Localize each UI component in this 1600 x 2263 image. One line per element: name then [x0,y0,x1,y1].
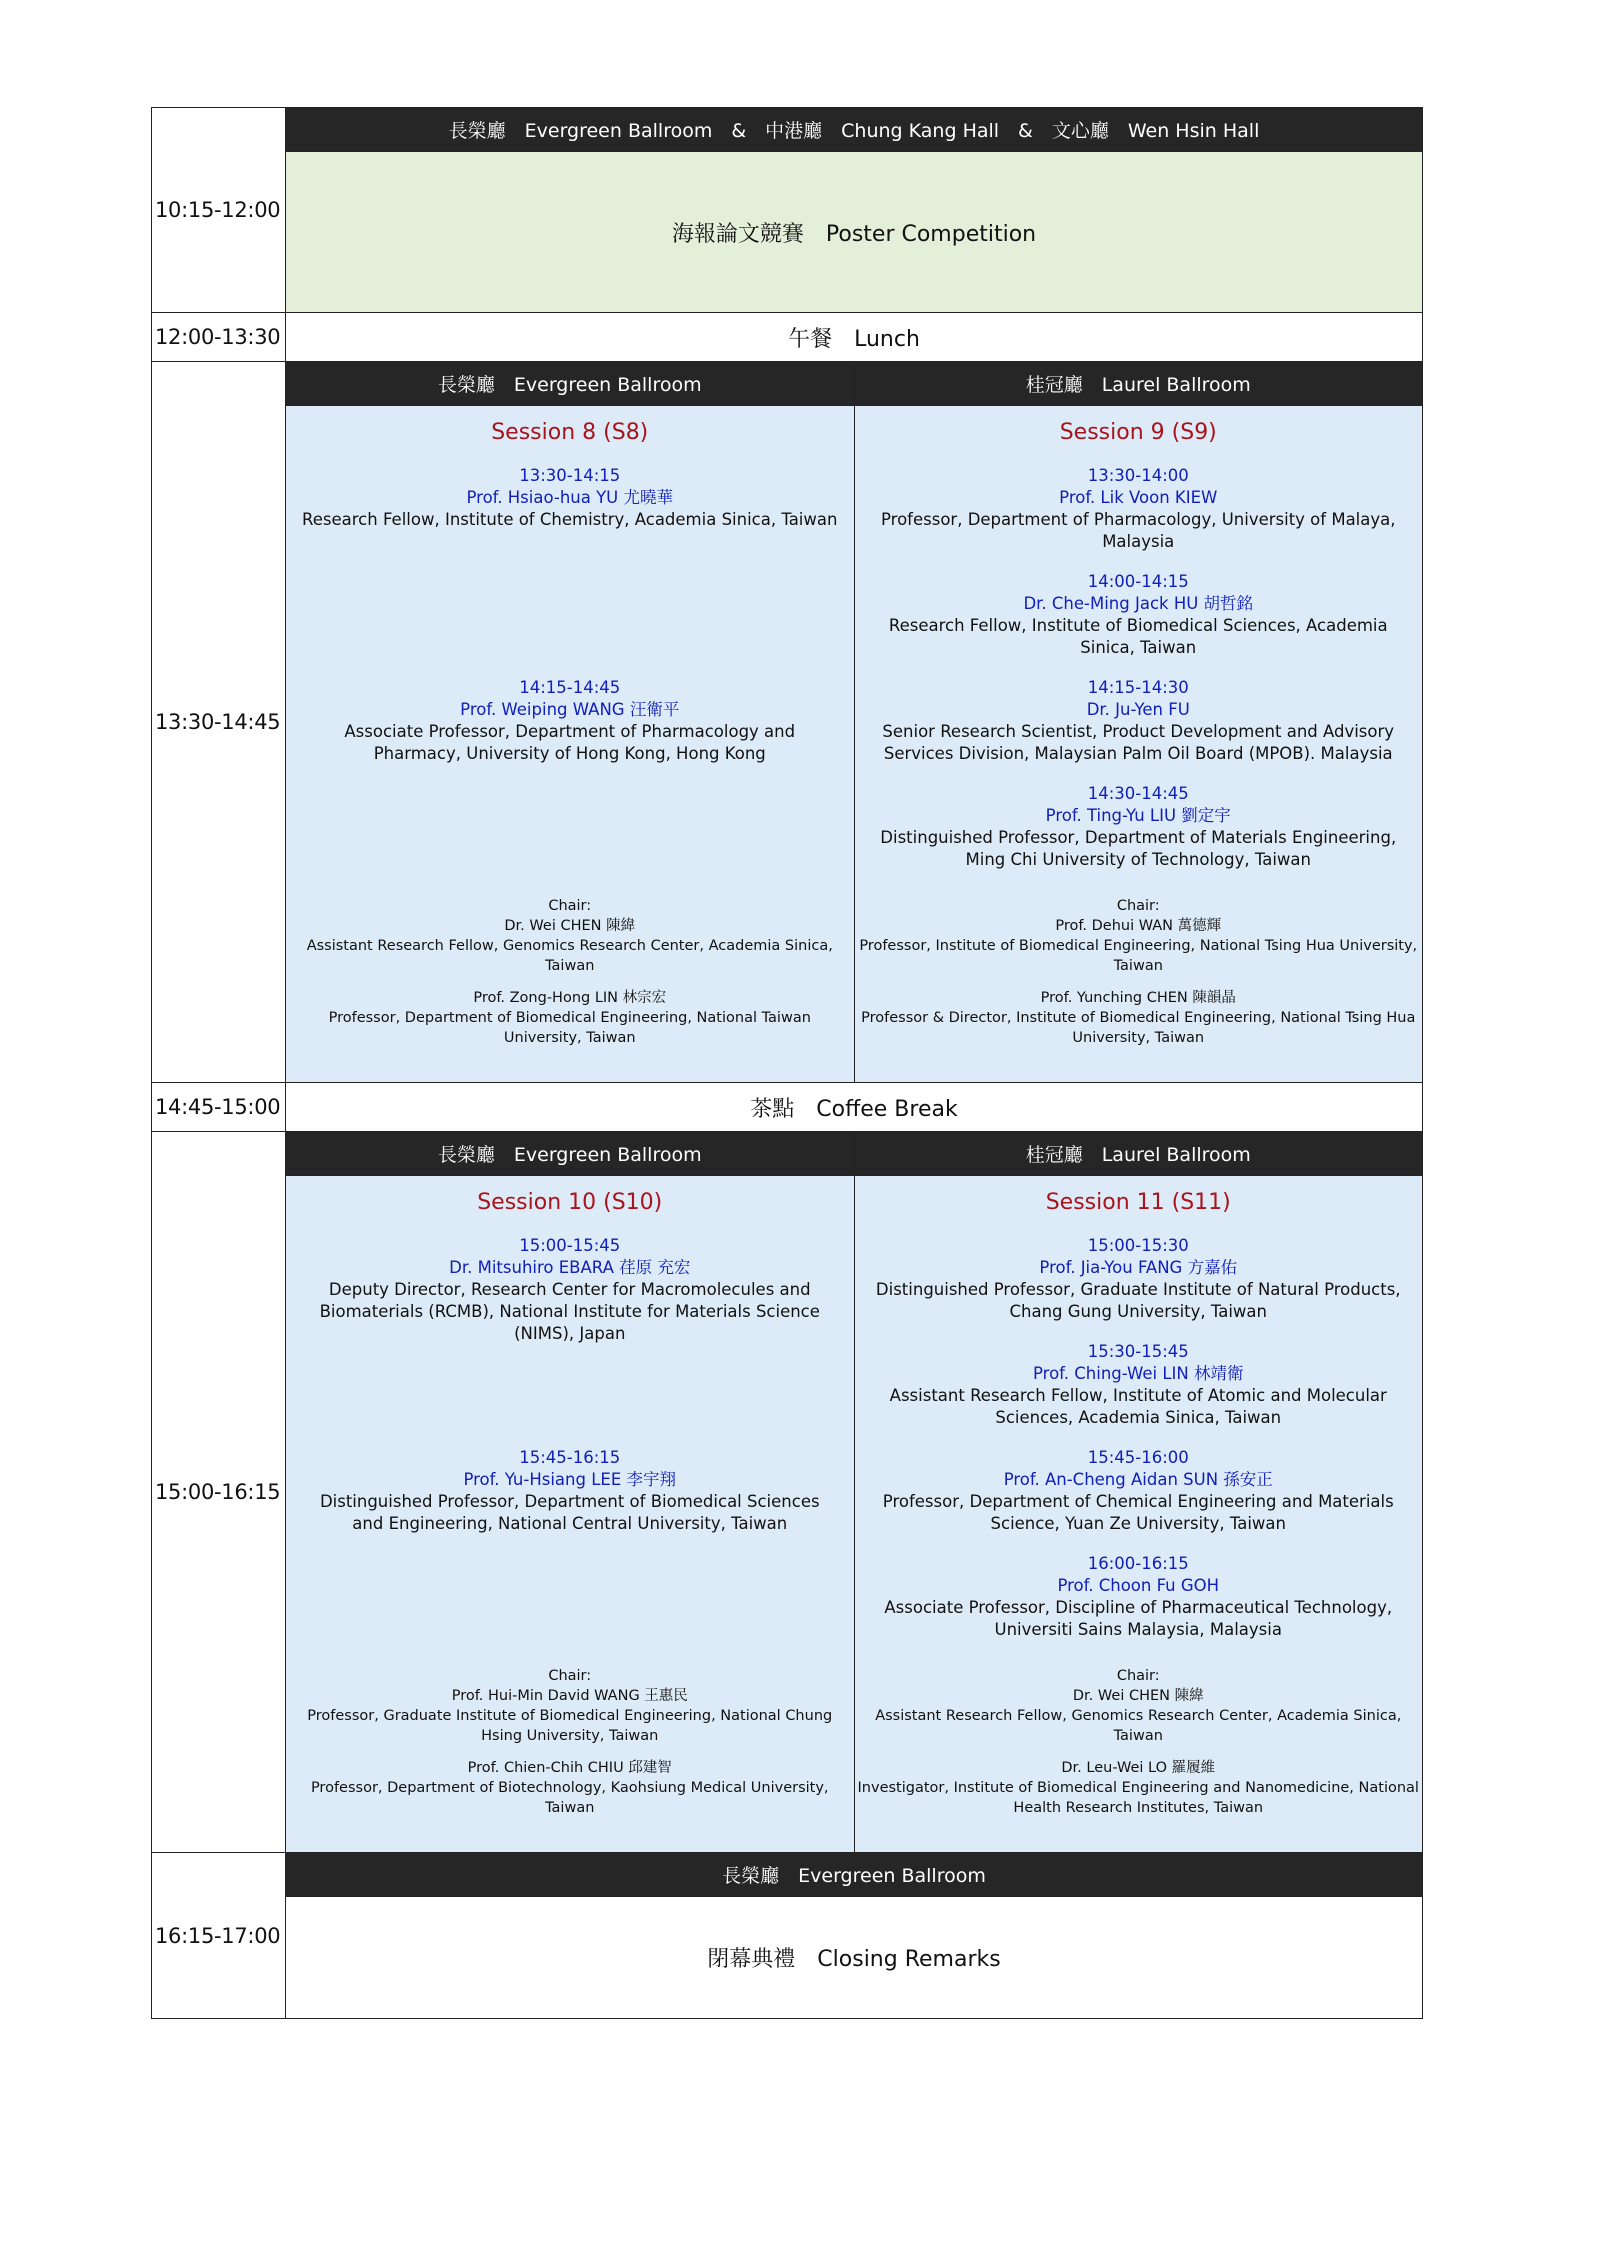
talk-time: 15:45-16:15 [519,1448,621,1467]
chair-name: Dr. Wei CHEN 陳緯 [504,918,636,934]
talk-speaker: Dr. Che-Ming Jack HU 胡哲銘 [1023,594,1254,613]
chair-label: Chair: [548,1668,592,1684]
chair-name: Dr. Leu-Wei LO 羅履維 [1061,1760,1216,1776]
session-11-cell [854,1176,1423,1853]
talk-speaker: Dr. Mitsuhiro EBARA 荏原 充宏 [449,1258,691,1277]
venue-header: 長榮廳 Evergreen Ballroom [286,1132,855,1176]
chair-affiliation: Professor, Institute of Biomedical Engineering, National Tsing Hua University, Taiwan [859,938,1418,974]
talk [855,465,1423,553]
talk [855,571,1423,659]
venue-header: 桂冠廳 Laurel Ballroom [854,1132,1423,1176]
talk-speaker: Dr. Ju-Yen FU [1086,700,1190,719]
chairs [286,896,854,1048]
time-slot: 12:00-13:30 [152,313,286,362]
talk-time: 14:00-14:15 [1087,572,1189,591]
chair-affiliation: Assistant Research Fellow, Genomics Research Center, Academia Sinica, Taiwan [875,1708,1402,1744]
talk [855,783,1423,871]
chair-affiliation: Professor, Graduate Institute of Biomedical Engineering, National Chung Hsing University, Taiwan [307,1708,833,1744]
talk-speaker: Prof. Ting-Yu LIU 劉定宇 [1045,806,1231,825]
talk-time: 14:15-14:45 [519,678,621,697]
talk [855,1553,1423,1641]
talk-time: 13:30-14:00 [1087,466,1189,485]
session-9-cell [854,406,1423,1083]
talk-affiliation: Research Fellow, Institute of Biomedical Sciences, Academia Sinica, Taiwan [888,616,1388,657]
talk-affiliation: Professor, Department of Pharmacology, University of Malaya, Malaysia [881,510,1396,551]
talk [286,1235,854,1345]
talk-time: 14:30-14:45 [1087,784,1189,803]
agenda-table [151,107,1423,2019]
talk [855,1235,1423,1323]
session-title: Session 8 (S8) [491,420,649,445]
talk-affiliation: Associate Professor, Discipline of Pharmaceutical Technology, Universiti Sains Malaysia, Malaysia [884,1598,1393,1639]
time-slot: 10:15-12:00 [152,108,286,313]
talk-affiliation: Distinguished Professor, Department of Biomedical Sciences and Engineering, National Central University, Taiwan [319,1492,820,1533]
talk-speaker: Prof. Yu-Hsiang LEE 李宇翔 [463,1470,677,1489]
talk [855,677,1423,765]
session-title: Session 11 (S11) [1045,1190,1231,1215]
event-closing-remarks: 閉幕典禮 Closing Remarks [286,1897,1423,2019]
session-8-cell [286,406,855,1083]
time-slot: 16:15-17:00 [152,1853,286,2019]
venue-header: 長榮廳 Evergreen Ballroom & 中港廳 Chung Kang Hall & 文心廳 Wen Hsin Hall [286,108,1423,152]
chair-name: Prof. Dehui WAN 萬德輝 [1055,918,1222,934]
chair-name: Prof. Yunching CHEN 陳韻晶 [1040,990,1236,1006]
time-slot: 13:30-14:45 [152,362,286,1083]
talk-speaker: Prof. An-Cheng Aidan SUN 孫安正 [1003,1470,1273,1489]
chairs [855,1666,1423,1818]
time-slot: 15:00-16:15 [152,1132,286,1853]
chair-name: Prof. Chien-Chih CHIU 邱建智 [467,1760,672,1776]
talk-affiliation: Professor, Department of Chemical Engineering and Materials Science, Yuan Ze University, Taiwan [882,1492,1394,1533]
chair-affiliation: Assistant Research Fellow, Genomics Research Center, Academia Sinica, Taiwan [306,938,833,974]
talk-affiliation: Assistant Research Fellow, Institute of Atomic and Molecular Sciences, Academia Sinica, Taiwan [889,1386,1387,1427]
chairs [286,1666,854,1818]
talk [286,1447,854,1535]
venue-header: 桂冠廳 Laurel Ballroom [854,362,1423,406]
talk-affiliation: Research Fellow, Institute of Chemistry, Academia Sinica, Taiwan [302,510,838,529]
talk-affiliation: Distinguished Professor, Department of Materials Engineering, Ming Chi University of Technology, Taiwan [880,828,1397,869]
venue-header: 長榮廳 Evergreen Ballroom [286,362,855,406]
event-coffee-break: 茶點 Coffee Break [286,1083,1423,1132]
chairs [855,896,1423,1048]
chair-name: Prof. Zong-Hong LIN 林宗宏 [473,990,667,1006]
chair-label: Chair: [1116,898,1160,914]
talk-speaker: Prof. Weiping WANG 汪衛平 [460,700,680,719]
talk-time: 15:00-15:45 [519,1236,621,1255]
talk [855,1447,1423,1535]
talk-time: 15:00-15:30 [1087,1236,1189,1255]
chair-affiliation: Investigator, Institute of Biomedical Engineering and Nanomedicine, National Health Research Institutes, Taiwan [857,1780,1419,1816]
chair-name: Dr. Wei CHEN 陳緯 [1072,1688,1204,1704]
chair-label: Chair: [1116,1668,1160,1684]
talk-speaker: Prof. Choon Fu GOH [1057,1576,1220,1595]
talk-time: 16:00-16:15 [1087,1554,1189,1573]
event-lunch: 午餐 Lunch [286,313,1423,362]
talk-affiliation: Associate Professor, Department of Pharmacology and Pharmacy, University of Hong Kong, Hong Kong [344,722,796,763]
talk-speaker: Prof. Jia-You FANG 方嘉佑 [1039,1258,1238,1277]
chair-affiliation: Professor & Director, Institute of Biomedical Engineering, National Tsing Hua University, Taiwan [861,1010,1416,1046]
talk-time: 14:15-14:30 [1087,678,1189,697]
talk [286,677,854,765]
talk-affiliation: Senior Research Scientist, Product Development and Advisory Services Division, Malaysian Palm Oil Board (MPOB). Malaysia [882,722,1395,763]
venue-header: 長榮廳 Evergreen Ballroom [286,1853,1423,1897]
talk-time: 15:30-15:45 [1087,1342,1189,1361]
chair-affiliation: Professor, Department of Biomedical Engineering, National Taiwan University, Taiwan [328,1010,811,1046]
chair-affiliation: Professor, Department of Biotechnology, Kaohsiung Medical University, Taiwan [310,1780,829,1816]
session-10-cell [286,1176,855,1853]
session-title: Session 9 (S9) [1059,420,1217,445]
time-slot: 14:45-15:00 [152,1083,286,1132]
talk-time: 15:45-16:00 [1087,1448,1189,1467]
talk-speaker: Prof. Hsiao-hua YU 尤曉華 [466,488,673,507]
event-poster-competition: 海報論文競賽 Poster Competition [286,152,1423,313]
talk-time: 13:30-14:15 [519,466,621,485]
chair-name: Prof. Hui-Min David WANG 王惠民 [451,1688,688,1704]
talk [286,465,854,531]
talk-speaker: Prof. Ching-Wei LIN 林靖衛 [1032,1364,1244,1383]
talk [855,1341,1423,1429]
talk-affiliation: Distinguished Professor, Graduate Institute of Natural Products, Chang Gung University, Taiwan [875,1280,1401,1321]
chair-label: Chair: [548,898,592,914]
talk-affiliation: Deputy Director, Research Center for Macromolecules and Biomaterials (RCMB), National Institute for Materials Science (NIMS), Japan [319,1280,820,1343]
talk-speaker: Prof. Lik Voon KIEW [1059,488,1218,507]
session-title: Session 10 (S10) [477,1190,663,1215]
